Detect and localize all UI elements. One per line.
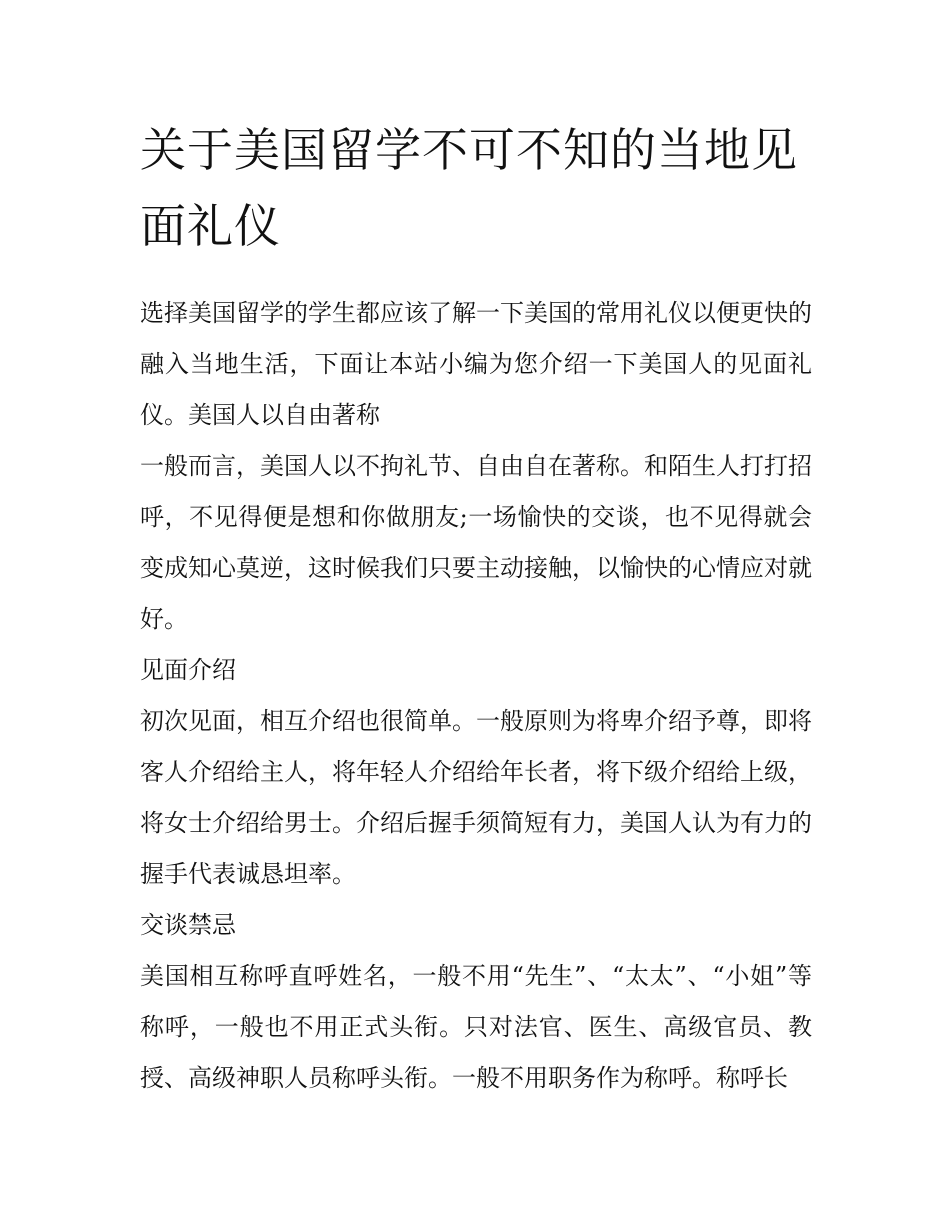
document-title: 关于美国留学不可不知的当地见面礼仪 xyxy=(140,123,798,253)
intro-paragraph: 选择美国留学的学生都应该了解一下美国的常用礼仪以便更快的融入当地生活，下面让本站小编为您介绍一下美国人的见面礼仪。美国人以自由著称 xyxy=(140,299,812,429)
freedom-paragraph: 一般而言，美国人以不拘礼节、自由自在著称。和陌生人打打招呼，不见得便是想和你做朋友;一场愉快的交谈，也不见得就会变成知心莫逆，这时候我们只要主动接触，以愉快的心情应对就好。 xyxy=(140,452,812,633)
taboos-paragraph: 美国相互称呼直呼姓名，一般不用“先生”、“太太”、“小姐”等称呼，一般也不用正式头衔。只对法官、医生、高级官员、教授、高级神职人员称呼头衔。一般不用职务作为称呼。称呼长 xyxy=(140,962,812,1092)
section-heading-introduction: 见面介绍 xyxy=(140,656,236,684)
section-heading-taboos: 交谈禁忌 xyxy=(140,911,236,939)
document-page xyxy=(140,112,812,1104)
introduction-paragraph: 初次见面，相互介绍也很简单。一般原则为将卑介绍予尊，即将客人介绍给主人，将年轻人介绍给年长者，将下级介绍给上级，将女士介绍给男士。介绍后握手须简短有力，美国人认为有力的握手代表诚恳坦率。 xyxy=(140,707,812,888)
